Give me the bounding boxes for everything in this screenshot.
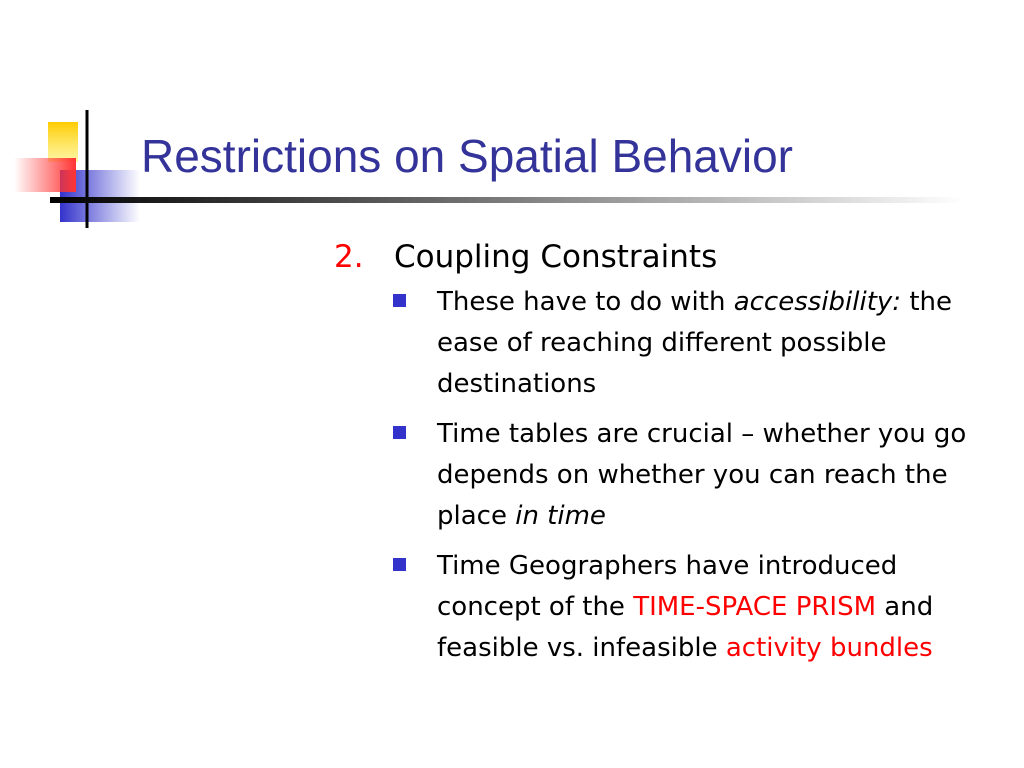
section-title: Coupling Constraints	[394, 239, 718, 275]
logo-yellow-square	[48, 122, 78, 162]
bullet-emphasis: in time	[515, 501, 606, 531]
list-item	[334, 546, 997, 669]
bullet-text: the ease of reaching different possible destinations	[437, 287, 952, 399]
decorative-logo	[0, 100, 150, 240]
section-number: 2.	[334, 239, 364, 275]
square-bullet-icon	[393, 426, 406, 439]
bullet-emphasis: accessibility:	[733, 287, 902, 317]
bullet-text: and feasible vs. infeasible	[437, 592, 934, 663]
slide-body	[334, 236, 1014, 678]
square-bullet-icon	[393, 294, 406, 307]
bullet-text: These have to do with	[437, 287, 734, 317]
list-item	[334, 414, 997, 537]
square-bullet-icon	[393, 558, 406, 571]
slide-title: Restrictions on Spatial Behavior	[141, 130, 793, 182]
bullet-text: Time tables are crucial – whether you go depends on whether you can reach the place	[437, 419, 967, 531]
bullet-list	[334, 282, 1014, 669]
bullet-text: Time Geographers have introduced concept of the	[437, 551, 898, 622]
bullet-highlight: activity bundles	[725, 633, 933, 663]
title-underline	[50, 197, 965, 203]
bullet-highlight: TIME-SPACE PRISM	[633, 592, 877, 622]
list-item	[334, 282, 997, 405]
section-heading	[334, 236, 1014, 278]
logo-red-block	[14, 158, 76, 192]
